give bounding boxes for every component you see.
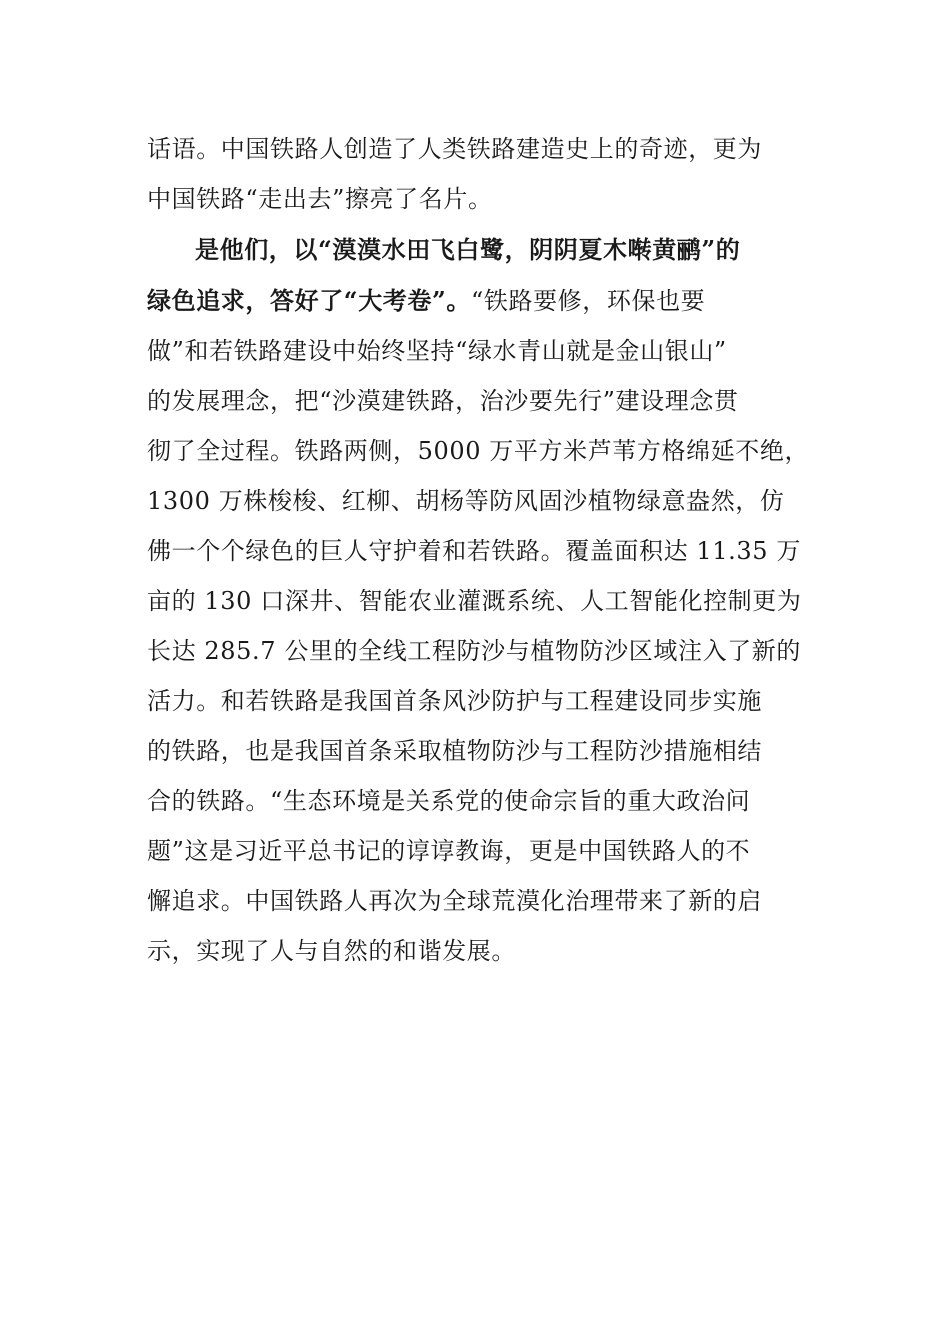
paragraph-2-line-13: 题”这是习近平总书记的谆谆教诲，更是中国铁路人的不: [147, 837, 751, 865]
paragraph-2-line-9: 长达 285.7 公里的全线工程防沙与植物防沙区域注入了新的: [147, 637, 801, 665]
paragraph-2-line-12: 合的铁路。“生态环境是关系党的使命宗旨的重大政治问: [147, 787, 751, 815]
paragraph-2-line-11: 的铁路，也是我国首条采取植物防沙与工程防沙措施相结: [147, 737, 762, 765]
paragraph-2-line-6: 1300 万株梭梭、红柳、胡杨等防风固沙植物绿意盎然，仿: [147, 487, 785, 515]
paragraph-2-line-4: 的发展理念，把“沙漠建铁路，治沙要先行”建设理念贯: [147, 387, 739, 415]
paragraph-2-line-15: 示，实现了人与自然的和谐发展。: [147, 937, 516, 965]
paragraph-2-line-10: 活力。和若铁路是我国首条风沙防护与工程建设同步实施: [147, 687, 762, 715]
paragraph-2-line-7: 佛一个个绿色的巨人守护着和若铁路。覆盖面积达 11.35 万: [147, 537, 801, 565]
paragraph-2-line-2-rest: “铁路要修，环保也要: [471, 287, 706, 315]
paragraph-1-line-2: 中国铁路“走出去”擦亮了名片。: [147, 185, 493, 213]
paragraph-2-line-2: [147, 285, 705, 317]
paragraph-1-line-1: 话语。中国铁路人创造了人类铁路建造史上的奇迹，更为: [147, 135, 762, 163]
paragraph-2-bold-line-2: 绿色追求，答好了“大考卷”。: [147, 286, 472, 315]
paragraph-2-bold-line-1: 是他们，以“漠漠水田飞白鹭，阴阴夏木啭黄鹂”的: [195, 235, 741, 264]
paragraph-2-line-5: 彻了全过程。铁路两侧，5000 万平方米芦苇方格绵延不绝，: [147, 437, 810, 465]
paragraph-2-line-3: 做”和若铁路建设中始终坚持“绿水青山就是金山银山”: [147, 337, 727, 365]
paragraph-2-line-8: 亩的 130 口深井、智能农业灌溉系统、人工智能化控制更为: [147, 587, 802, 615]
paragraph-2-line-14: 懈追求。中国铁路人再次为全球荒漠化治理带来了新的启: [147, 887, 762, 915]
